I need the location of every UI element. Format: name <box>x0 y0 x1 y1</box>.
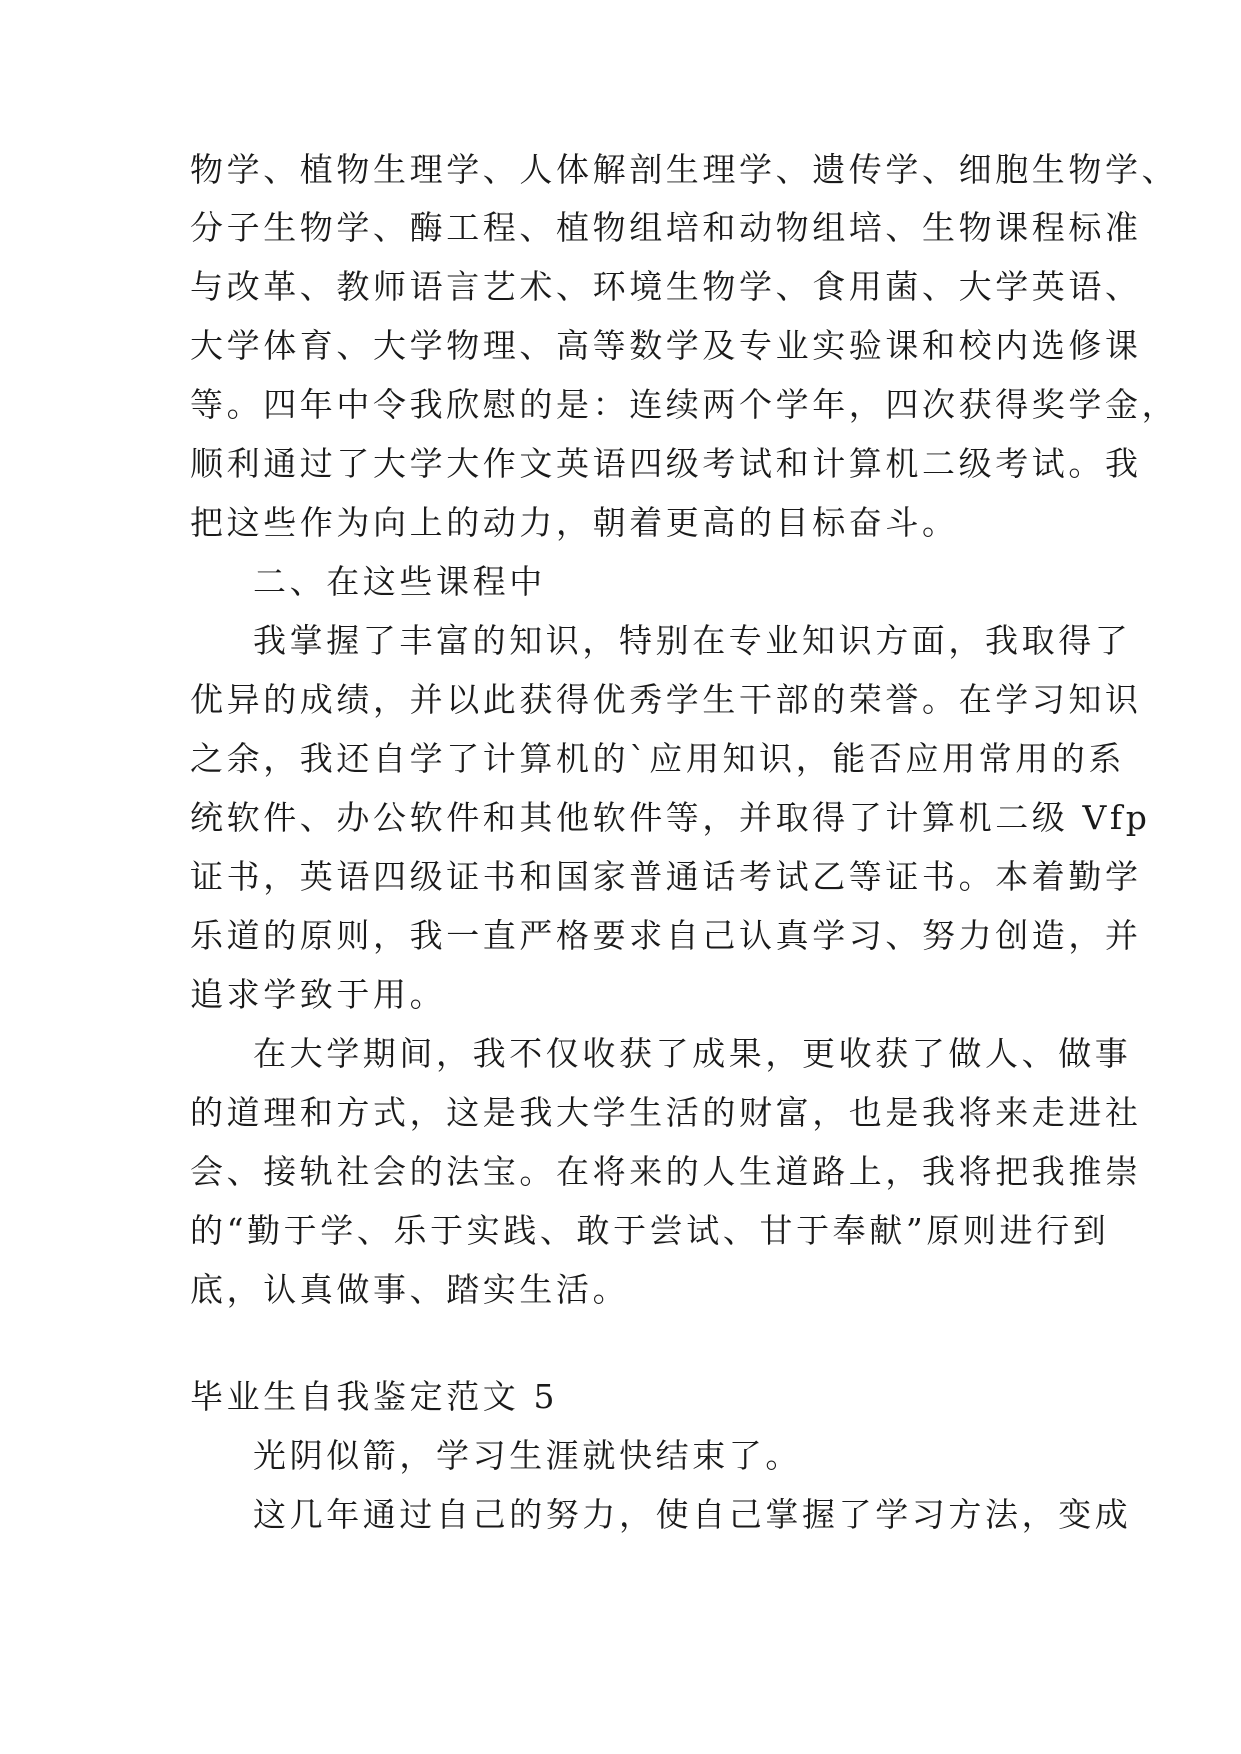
text-line: 的“勤于学、乐于实践、敢于尝试、甘于奉献”原则进行到 <box>190 1211 1110 1250</box>
text-line: 优异的成绩，并以此获得优秀学生干部的荣誉。在学习知识 <box>190 680 1142 719</box>
text-line: 这几年通过自己的努力，使自己掌握了学习方法，变成 <box>253 1495 1132 1534</box>
text-line: 大学体育、大学物理、高等数学及专业实验课和校内选修课 <box>190 326 1142 365</box>
text-line: 等。四年中令我欣慰的是：连续两个学年，四次获得奖学金， <box>190 385 1179 424</box>
text-line: 把这些作为向上的动力，朝着更高的目标奋斗。 <box>190 503 959 542</box>
text-line: 会、接轨社会的法宝。在将来的人生道路上，我将把我推崇 <box>190 1152 1142 1191</box>
text-line: 我掌握了丰富的知识，特别在专业知识方面，我取得了 <box>253 621 1132 660</box>
text-line: 之余，我还自学了计算机的`应用知识，能否应用常用的系 <box>190 739 1126 778</box>
text-line: 底，认真做事、踏实生活。 <box>190 1270 630 1309</box>
text-line: 在大学期间，我不仅收获了成果，更收获了做人、做事 <box>253 1034 1132 1073</box>
text-line: 乐道的原则，我一直严格要求自己认真学习、努力创造，并 <box>190 916 1142 955</box>
section-heading: 二、在这些课程中 <box>253 562 546 601</box>
text-line: 统软件、办公软件和其他软件等，并取得了计算机二级 Vfp <box>190 798 1151 837</box>
text-line: 物学、植物生理学、人体解剖生理学、遗传学、细胞生物学、 <box>190 150 1179 189</box>
article-title: 毕业生自我鉴定范文 5 <box>190 1377 559 1416</box>
text-line: 追求学致于用。 <box>190 975 447 1014</box>
text-line: 证书，英语四级证书和国家普通话考试乙等证书。本着勤学 <box>190 857 1142 896</box>
text-line: 与改革、教师语言艺术、环境生物学、食用菌、大学英语、 <box>190 267 1142 306</box>
text-line: 顺利通过了大学大作文英语四级考试和计算机二级考试。我 <box>190 444 1142 483</box>
text-line: 分子生物学、酶工程、植物组培和动物组培、生物课程标准 <box>190 208 1142 247</box>
text-line: 的道理和方式，这是我大学生活的财富，也是我将来走进社 <box>190 1093 1142 1132</box>
text-line: 光阴似箭，学习生涯就快结束了。 <box>253 1436 802 1475</box>
